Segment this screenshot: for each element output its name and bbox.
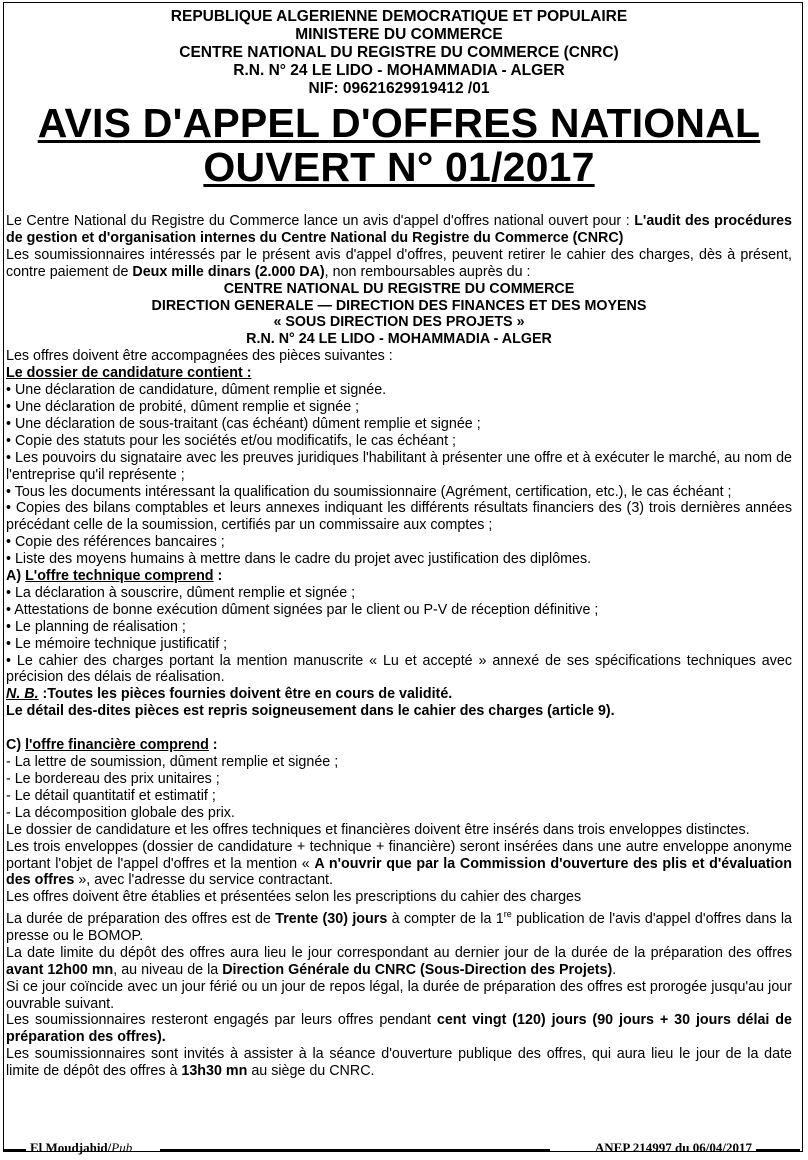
- list-item: • Copie des statuts pour les sociétés et/ou modificatifs, le cas échéant ;: [6, 432, 457, 449]
- withdraw-amount: Deux mille dinars (2.000 DA): [132, 263, 325, 280]
- validity-text: Les soumissionnaires resteront engagés par leurs offres pendant: [6, 1012, 437, 1029]
- issuer-header: [6, 8, 792, 98]
- nb-detail: Le détail des-dites pièces est repris soigneusement dans le cahier des charges (article 9).: [6, 703, 615, 720]
- ordinal-sup: re: [503, 909, 512, 920]
- technique-heading: [6, 568, 792, 585]
- withdraw-text: Les soumissionnaires intéressés par le présent avis d'appel d'offres, peuvent retirer le cahier des charges, dès à présent, contre paiement de: [6, 246, 792, 280]
- list-item: • Une déclaration de candidature, dûment remplie et signée.: [6, 382, 387, 399]
- list-item: • Les pouvoirs du signataire avec les preuves juridiques l'habilitant à présenter une offre et à exécuter le marché, au nom de l'entreprise qu'il représente ;: [6, 449, 792, 483]
- header-line-address: R.N. N° 24 LE LIDO - MOHAMMADIA - ALGER: [233, 62, 565, 79]
- tender-object: L'audit des procédures de gestion et d'organisation internes du Centre National du Registre du Commerce (CNRC): [6, 213, 792, 246]
- duration-value: Trente (30) jours: [275, 911, 388, 928]
- notice-body: [6, 213, 792, 1080]
- newspaper-name: El Moudjahid/: [30, 1140, 112, 1155]
- notice-title: [6, 101, 792, 189]
- nb-label: N. B.: [6, 686, 39, 703]
- session-text-end: au siège du CNRC.: [247, 1063, 375, 1080]
- list-item: - Le bordereau des prix unitaires ;: [6, 771, 220, 787]
- session-text: Les soumissionnaires sont invités à assister à la séance d'ouverture publique des offres, qui aura lieu le jour de la date limite de dépôt des offres à: [6, 1046, 792, 1080]
- technique-suffix: :: [213, 568, 223, 585]
- duration-paragraph: [6, 906, 792, 945]
- deadline-time: avant 12h00 mn: [6, 961, 114, 978]
- footer-rule-left: [4, 1149, 26, 1151]
- list-item: • Le cahier des charges portant la mention manuscrite « Lu et accepté » annexé de ses spécifications techniques avec précision des délais de réalisation.: [6, 652, 792, 686]
- header-line-republic: REPUBLIQUE ALGERIENNE DEMOCRATIQUE ET POPULAIRE: [170, 8, 628, 25]
- address-line-1: CENTRE NATIONAL DU REGISTRE DU COMMERCE: [223, 280, 575, 297]
- list-item: • Tous les documents intéressant la qualification du soumissionnaire (Agrément, certification, etc.), le cas échéant ;: [6, 483, 732, 500]
- list-item: • La déclaration à souscrire, dûment remplie et signée ;: [6, 584, 356, 601]
- list-item: • Une déclaration de sous-traitant (cas échéant) dûment remplie et signée ;: [6, 415, 481, 432]
- title-line-2: OUVERT N° 01/2017: [203, 144, 595, 190]
- address-line-2: DIRECTION GENERALE — DIRECTION DES FINANCES ET DES MOYENS: [151, 297, 647, 314]
- nb-note: [6, 686, 792, 703]
- list-item: • Une déclaration de probité, dûment remplie et signée ;: [6, 398, 360, 415]
- publication-footer: [0, 1138, 808, 1160]
- header-line-ministry: MINISTERE DU COMMERCE: [295, 26, 503, 43]
- newspaper-credit: [30, 1140, 132, 1156]
- validity-paragraph: [6, 1012, 792, 1046]
- candidature-heading: Le dossier de candidature contient :: [6, 365, 252, 382]
- anonymous-envelope-paragraph: [6, 839, 792, 890]
- intro-paragraph: [6, 213, 792, 247]
- anon-text: Les trois enveloppes (dossier de candidature + technique + financière) seront insérées dans une autre enveloppe anonyme portant l'objet de l'appel d'offres et la mention «: [6, 838, 792, 872]
- contact-address: [6, 281, 792, 349]
- list-item: • Liste des moyens humains à mettre dans le cadre du projet avec justification des diplômes.: [6, 551, 592, 568]
- notice-document: [6, 8, 792, 1080]
- holiday-paragraph: Si ce jour coïncide avec un jour férié ou un jour de repos légal, la durée de préparation des offres est prorogée jusqu'au jour ouvrable suivant.: [6, 978, 792, 1012]
- duration-text-2: à compter de la 1: [387, 911, 504, 928]
- deadline-text: La date limite du dépôt des offres aura lieu le jour correspondant au dernier jour de la durée de la préparation des offres: [6, 944, 792, 961]
- session-time: 13h30 mn: [181, 1063, 248, 1080]
- list-item: • Le mémoire technique justificatif ;: [6, 635, 228, 652]
- footer-rule-right: [756, 1149, 800, 1151]
- header-line-centre: CENTRE NATIONAL DU REGISTRE DU COMMERCE (CNRC): [179, 44, 619, 61]
- list-item: - La lettre de soumission, dûment remplie et signée ;: [6, 754, 339, 771]
- deadline-place: Direction Générale du CNRC (Sous-Direction des Projets): [222, 961, 613, 978]
- address-line-4: R.N. N° 24 LE LIDO - MOHAMMADIA - ALGER: [246, 331, 552, 348]
- technique-list: [6, 585, 792, 686]
- financiere-heading-text: l'offre financière comprend: [25, 737, 209, 754]
- withdraw-paragraph: [6, 247, 792, 281]
- technique-prefix: A): [6, 568, 26, 585]
- duration-text: La durée de préparation des offres est de: [6, 911, 276, 928]
- opening-session-paragraph: [6, 1046, 792, 1080]
- validity-period: cent vingt (120) jours (90 jours + 30 jours délai de préparation des offres).: [6, 1012, 792, 1046]
- technique-heading-text: L'offre technique comprend: [25, 568, 214, 585]
- anon-text-end: », avec l'adresse du service contractant.: [74, 872, 333, 889]
- prescriptions-paragraph: Les offres doivent être établies et présentées selon les prescriptions du cahier des charges: [6, 889, 582, 906]
- address-line-3: « SOUS DIRECTION DES PROJETS »: [273, 314, 525, 331]
- anep-reference: ANEP 214997 du 06/04/2017: [594, 1140, 752, 1155]
- duration-text-3: publication de l'avis d'appel d'offres dans la presse ou le BOMOP.: [6, 911, 792, 944]
- footer-rule-middle: [160, 1149, 550, 1151]
- anon-mention: A n'ouvrir que par la Commission d'ouverture des plis et d'évaluation des offres: [6, 855, 792, 889]
- financiere-list: [6, 754, 792, 822]
- candidature-list: [6, 382, 792, 568]
- list-item: • Le planning de réalisation ;: [6, 618, 186, 635]
- financiere-heading: [6, 737, 792, 754]
- list-item: - La décomposition globale des prix.: [6, 804, 235, 821]
- financiere-suffix: :: [208, 737, 218, 754]
- pieces-intro: Les offres doivent être accompagnées des pièces suivantes :: [6, 348, 393, 365]
- envelopes-paragraph: Le dossier de candidature et les offres techniques et financières doivent être insérés dans trois enveloppes distinctes.: [6, 821, 750, 838]
- title-line-1: AVIS D'APPEL D'OFFRES NATIONAL: [37, 100, 761, 146]
- deadline-text-2: , au niveau de la: [113, 961, 223, 978]
- deadline-text-3: .: [612, 961, 617, 978]
- list-item: • Copies des bilans comptables et leurs annexes indiquant les différents résultats financiers des (3) trois dernières années précédant celle de la soumission, certifiés par un commissaire aux comptes ;: [6, 500, 792, 534]
- list-item: - Le détail quantitatif et estimatif ;: [6, 787, 216, 804]
- withdraw-text-end: , non remboursables auprès du :: [324, 263, 531, 280]
- nb-text: :Toutes les pièces fournies doivent être en cours de validité.: [38, 686, 453, 703]
- list-item: • Attestations de bonne exécution dûment signées par le client ou P-V de réception définitive ;: [6, 601, 599, 618]
- spacer: [6, 720, 792, 737]
- deadline-paragraph: [6, 945, 792, 979]
- header-line-nif: NIF: 09621629919412 /01: [308, 80, 490, 97]
- list-item: • Copie des références bancaires ;: [6, 534, 225, 551]
- intro-text: Le Centre National du Registre du Commerce lance un avis d'appel d'offres national ouvert pour :: [6, 213, 635, 229]
- financiere-prefix: C): [6, 737, 26, 754]
- pub-label: Pub: [111, 1140, 133, 1155]
